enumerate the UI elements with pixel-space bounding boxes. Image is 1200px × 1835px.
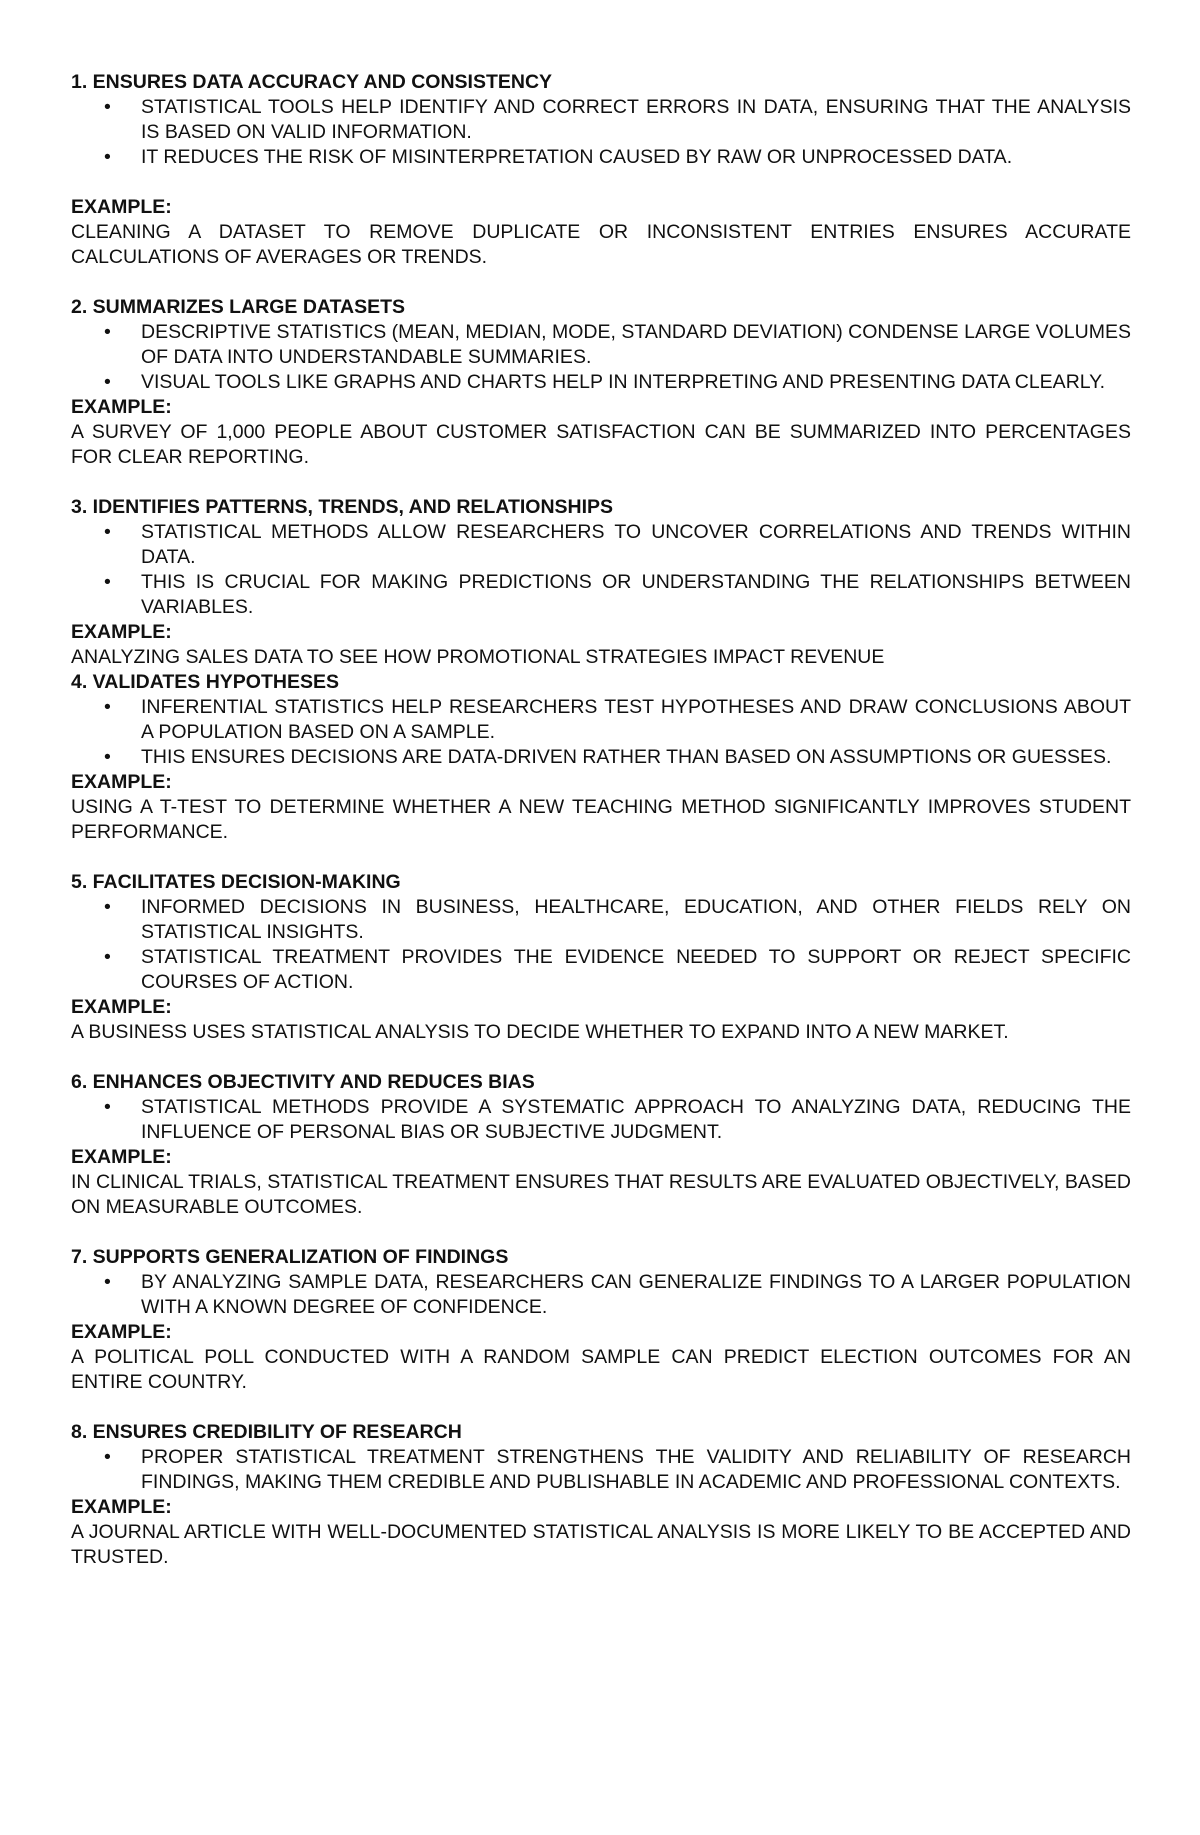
bullet-text: THIS ENSURES DECISIONS ARE DATA-DRIVEN RATHER THAN BASED ON ASSUMPTIONS OR GUESSES. <box>141 746 1112 768</box>
section-4 <box>71 670 1131 845</box>
example-text: A JOURNAL ARTICLE WITH WELL-DOCUMENTED STATISTICAL ANALYSIS IS MORE LIKELY TO BE ACCEPTED AND TRUSTED. <box>71 1521 1131 1568</box>
bullet-icon: • <box>104 1096 111 1118</box>
section-8 <box>71 1420 1131 1570</box>
example-label: EXAMPLE: <box>71 396 172 418</box>
example-label: EXAMPLE: <box>71 996 172 1018</box>
bullet-text: VISUAL TOOLS LIKE GRAPHS AND CHARTS HELP IN INTERPRETING AND PRESENTING DATA CLEARLY. <box>141 371 1106 393</box>
bullet-list <box>71 895 1131 995</box>
bullet-list <box>71 1270 1131 1320</box>
section-heading: 3. IDENTIFIES PATTERNS, TRENDS, AND RELATIONSHIPS <box>71 496 614 518</box>
bullet-text: STATISTICAL METHODS ALLOW RESEARCHERS TO UNCOVER CORRELATIONS AND TRENDS WITHIN DATA. <box>141 521 1131 568</box>
bullet-item <box>104 320 1131 370</box>
bullet-item <box>104 1270 1131 1320</box>
example-text: A BUSINESS USES STATISTICAL ANALYSIS TO DECIDE WHETHER TO EXPAND INTO A NEW MARKET. <box>71 1021 1009 1043</box>
section-heading: 4. VALIDATES HYPOTHESES <box>71 671 339 693</box>
spacer <box>71 170 1131 195</box>
bullet-list <box>71 695 1131 770</box>
bullet-text: STATISTICAL TREATMENT PROVIDES THE EVIDENCE NEEDED TO SUPPORT OR REJECT SPECIFIC COURSES OF ACTION. <box>141 946 1131 993</box>
bullet-item <box>104 145 1131 170</box>
bullet-icon: • <box>104 896 111 918</box>
example-label: EXAMPLE: <box>71 196 172 218</box>
bullet-item <box>104 695 1131 745</box>
bullet-text: STATISTICAL TOOLS HELP IDENTIFY AND CORRECT ERRORS IN DATA, ENSURING THAT THE ANALYSIS IS BASED ON VALID INFORMATION. <box>141 96 1131 143</box>
bullet-list <box>71 1445 1131 1495</box>
bullet-text: INFORMED DECISIONS IN BUSINESS, HEALTHCARE, EDUCATION, AND OTHER FIELDS RELY ON STATISTICAL INSIGHTS. <box>141 896 1131 943</box>
bullet-list <box>71 520 1131 620</box>
bullet-icon: • <box>104 371 111 393</box>
example-label: EXAMPLE: <box>71 771 172 793</box>
section-heading: 8. ENSURES CREDIBILITY OF RESEARCH <box>71 1421 462 1443</box>
bullet-icon: • <box>104 571 111 593</box>
example-label: EXAMPLE: <box>71 1146 172 1168</box>
bullet-item <box>104 370 1131 395</box>
bullet-icon: • <box>104 1446 111 1468</box>
section-5 <box>71 870 1131 1045</box>
section-heading: 2. SUMMARIZES LARGE DATASETS <box>71 296 406 318</box>
bullet-item <box>104 95 1131 145</box>
example-text: IN CLINICAL TRIALS, STATISTICAL TREATMENT ENSURES THAT RESULTS ARE EVALUATED OBJECTIVELY, BASED ON MEASURABLE OUTCOMES. <box>71 1171 1131 1218</box>
bullet-text: DESCRIPTIVE STATISTICS (MEAN, MEDIAN, MODE, STANDARD DEVIATION) CONDENSE LARGE VOLUMES OF DATA INTO UNDERSTANDABLE SUMMARIES. <box>141 321 1131 368</box>
example-text: A POLITICAL POLL CONDUCTED WITH A RANDOM SAMPLE CAN PREDICT ELECTION OUTCOMES FOR AN ENTIRE COUNTRY. <box>71 1346 1131 1393</box>
bullet-text: PROPER STATISTICAL TREATMENT STRENGTHENS THE VALIDITY AND RELIABILITY OF RESEARCH FINDINGS, MAKING THEM CREDIBLE AND PUBLISHABLE IN ACADEMIC AND PROFESSIONAL CONTEXTS. <box>141 1446 1131 1493</box>
bullet-icon: • <box>104 1271 111 1293</box>
example-label: EXAMPLE: <box>71 1321 172 1343</box>
bullet-icon: • <box>104 696 111 718</box>
section-7 <box>71 1245 1131 1395</box>
section-heading: 7. SUPPORTS GENERALIZATION OF FINDINGS <box>71 1246 509 1268</box>
bullet-item <box>104 520 1131 570</box>
document-body <box>71 70 1131 1570</box>
section-heading: 1. ENSURES DATA ACCURACY AND CONSISTENCY <box>71 71 553 93</box>
bullet-text: IT REDUCES THE RISK OF MISINTERPRETATION CAUSED BY RAW OR UNPROCESSED DATA. <box>141 146 1013 168</box>
section-1 <box>71 70 1131 270</box>
bullet-list <box>71 95 1131 170</box>
bullet-list <box>71 320 1131 395</box>
example-text: CLEANING A DATASET TO REMOVE DUPLICATE OR INCONSISTENT ENTRIES ENSURES ACCURATE CALCULATIONS OF AVERAGES OR TRENDS. <box>71 221 1131 268</box>
bullet-icon: • <box>104 96 111 118</box>
example-label: EXAMPLE: <box>71 621 172 643</box>
example-text: ANALYZING SALES DATA TO SEE HOW PROMOTIONAL STRATEGIES IMPACT REVENUE <box>71 646 885 668</box>
section-3 <box>71 495 1131 670</box>
example-label: EXAMPLE: <box>71 1496 172 1518</box>
bullet-list <box>71 1095 1131 1145</box>
bullet-item <box>104 745 1131 770</box>
bullet-item <box>104 1095 1131 1145</box>
bullet-icon: • <box>104 746 111 768</box>
bullet-text: INFERENTIAL STATISTICS HELP RESEARCHERS TEST HYPOTHESES AND DRAW CONCLUSIONS ABOUT A POPULATION BASED ON A SAMPLE. <box>141 696 1131 743</box>
section-heading: 5. FACILITATES DECISION-MAKING <box>71 871 401 893</box>
bullet-icon: • <box>104 521 111 543</box>
section-2 <box>71 295 1131 470</box>
bullet-item <box>104 945 1131 995</box>
bullet-text: THIS IS CRUCIAL FOR MAKING PREDICTIONS OR UNDERSTANDING THE RELATIONSHIPS BETWEEN VARIABLES. <box>141 571 1131 618</box>
example-text: A SURVEY OF 1,000 PEOPLE ABOUT CUSTOMER SATISFACTION CAN BE SUMMARIZED INTO PERCENTAGES FOR CLEAR REPORTING. <box>71 421 1131 468</box>
bullet-icon: • <box>104 946 111 968</box>
bullet-item <box>104 895 1131 945</box>
bullet-item <box>104 570 1131 620</box>
bullet-text: STATISTICAL METHODS PROVIDE A SYSTEMATIC APPROACH TO ANALYZING DATA, REDUCING THE INFLUENCE OF PERSONAL BIAS OR SUBJECTIVE JUDGMENT. <box>141 1096 1131 1143</box>
bullet-icon: • <box>104 321 111 343</box>
section-6 <box>71 1070 1131 1220</box>
bullet-text: BY ANALYZING SAMPLE DATA, RESEARCHERS CAN GENERALIZE FINDINGS TO A LARGER POPULATION WITH A KNOWN DEGREE OF CONFIDENCE. <box>141 1271 1131 1318</box>
section-heading: 6. ENHANCES OBJECTIVITY AND REDUCES BIAS <box>71 1071 535 1093</box>
bullet-icon: • <box>104 146 111 168</box>
example-text: USING A T-TEST TO DETERMINE WHETHER A NEW TEACHING METHOD SIGNIFICANTLY IMPROVES STUDENT PERFORMANCE. <box>71 796 1131 843</box>
bullet-item <box>104 1445 1131 1495</box>
